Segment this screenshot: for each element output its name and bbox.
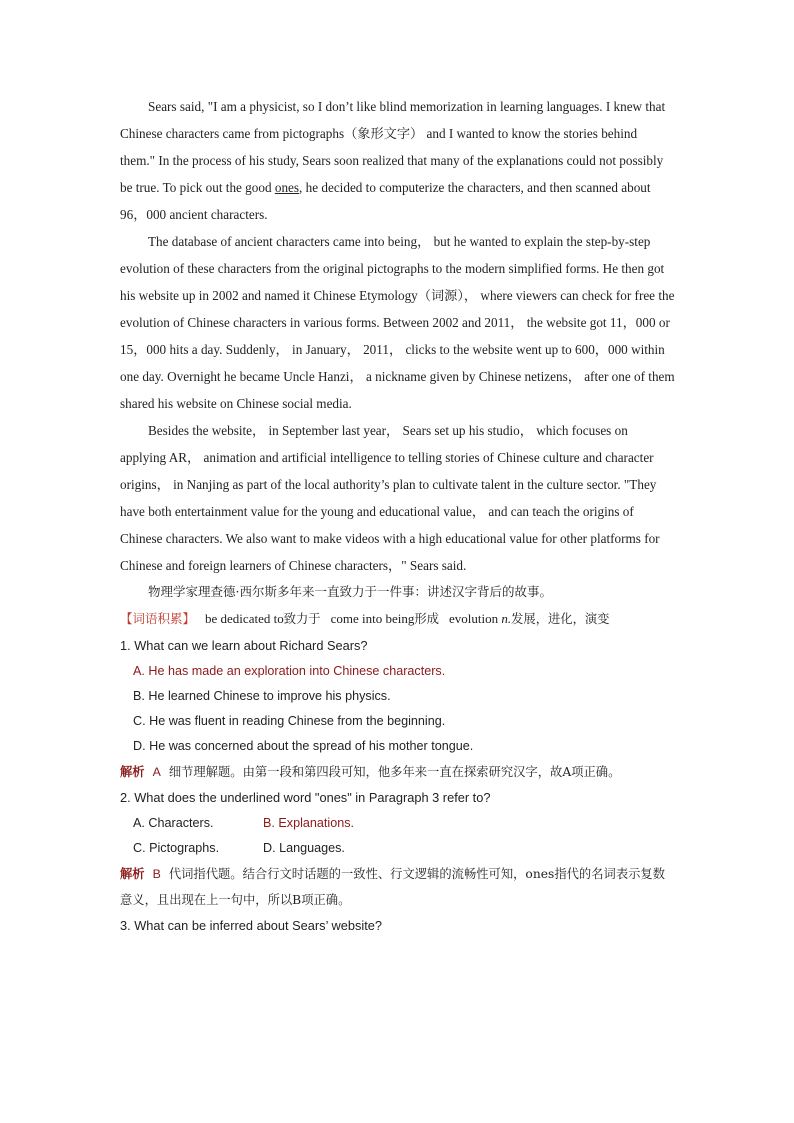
paragraph-2: The database of ancient characters came into being， but he wanted to explain the step-by-step evolution of these characters from the original pictographs to the modern simplified forms. He then got his website up in 2002 and named it Chinese Etymology（词源）， where viewers can check for free the evolution of Chinese characters in various forms. Between 2002 and 2011， the website got 11，000 or 15，000 hits a day. Suddenly， in January， 2011， clicks to the website went up to 600，000 within one day. Overnight he became Uncle Hanzi， a nickname given by Chinese netizens， after one of them shared his website on Chinese social media. [120,234,675,411]
vocab-item-1-en: be dedicated to [205,611,284,626]
vocabulary-tag: 【词语积累】 [120,611,196,626]
question-1: 1. What can we learn about Richard Sears? [120,638,368,653]
question-2-option-c: C. Pictographs. [133,841,220,855]
question-1-option-b: B. He learned Chinese to improve his physics. [133,689,391,703]
question-3: 3. What can be inferred about Sears’ website? [120,918,383,933]
chinese-summary: 物理学家理查德·西尔斯多年来一直致力于一件事：讲述汉字背后的故事。 [148,584,552,599]
vocabulary-section [120,605,675,633]
question-2-options-row-1 [133,811,675,836]
question-2-option-b: B. Explanations. [263,816,355,830]
explanation-label: 解析 [120,867,145,881]
vocab-item-3-en: evolution [448,611,499,626]
question-2-option-a: A. Characters. [133,816,214,830]
paragraph-1 [120,93,675,228]
paragraph-1-text-a: Sears said, "I am a physicist, so I don’t like blind memorization in learning languages. I knew that Chinese characters came from pictographs（象形文字） and I wanted to know the stories behind them." In the process of his study, Sears soon realized that many of the explanations could not possibly be true. To pick out the good [120,99,666,195]
answer-key: A [152,765,161,779]
explanation-text: 细节理解题。由第一段和第四段可知，他多年来一直在探索研究汉字，故A项正确。 [168,765,621,779]
question-2-options-row-2 [133,836,675,861]
vocab-item-2-zh: 形成 [414,612,439,626]
explanation-label: 解析 [120,765,145,779]
question-1-option-c: C. He was fluent in reading Chinese from the beginning. [133,714,446,728]
document-page [120,93,675,939]
answer-key: B [152,867,161,881]
question-2: 2. What does the underlined word "ones" in Paragraph 3 refer to? [120,790,491,805]
vocab-item-1-zh: 致力于 [283,612,321,626]
question-2-explanation [120,861,675,913]
vocab-item-3-zh: 发展，进化，演变 [511,612,610,626]
vocab-item-2-en: come into being [330,611,415,626]
question-1-option-a: A. He has made an exploration into Chinese characters. [133,664,446,678]
paragraph-3: Besides the website， in September last year， Sears set up his studio， which focuses on applying AR， animation and artificial intelligence to telling stories of Chinese culture and character origins， in Nanjing as part of the local authority’s plan to cultivate talent in the culture sector. "They have both entertainment value for the young and educational value， and can teach the origins of Chinese characters. We also want to make videos with a high educational value for other platforms for Chinese and foreign learners of Chinese characters，" Sears said. [120,423,660,573]
question-1-explanation [120,759,675,785]
paragraph-1-text-b: , he decided to computerize the characters, and then scanned about 96，000 ancient characters. [120,180,651,222]
underlined-word-ones: ones [274,180,300,195]
explanation-text: 代词指代题。结合行文时话题的一致性、行文逻辑的流畅性可知，ones指代的名词表示复数意义，且出现在上一句中，所以B项正确。 [120,867,666,907]
vocab-item-3-pos: n. [501,611,512,626]
question-2-option-d: D. Languages. [263,841,345,855]
question-1-option-d: D. He was concerned about the spread of his mother tongue. [133,739,474,753]
